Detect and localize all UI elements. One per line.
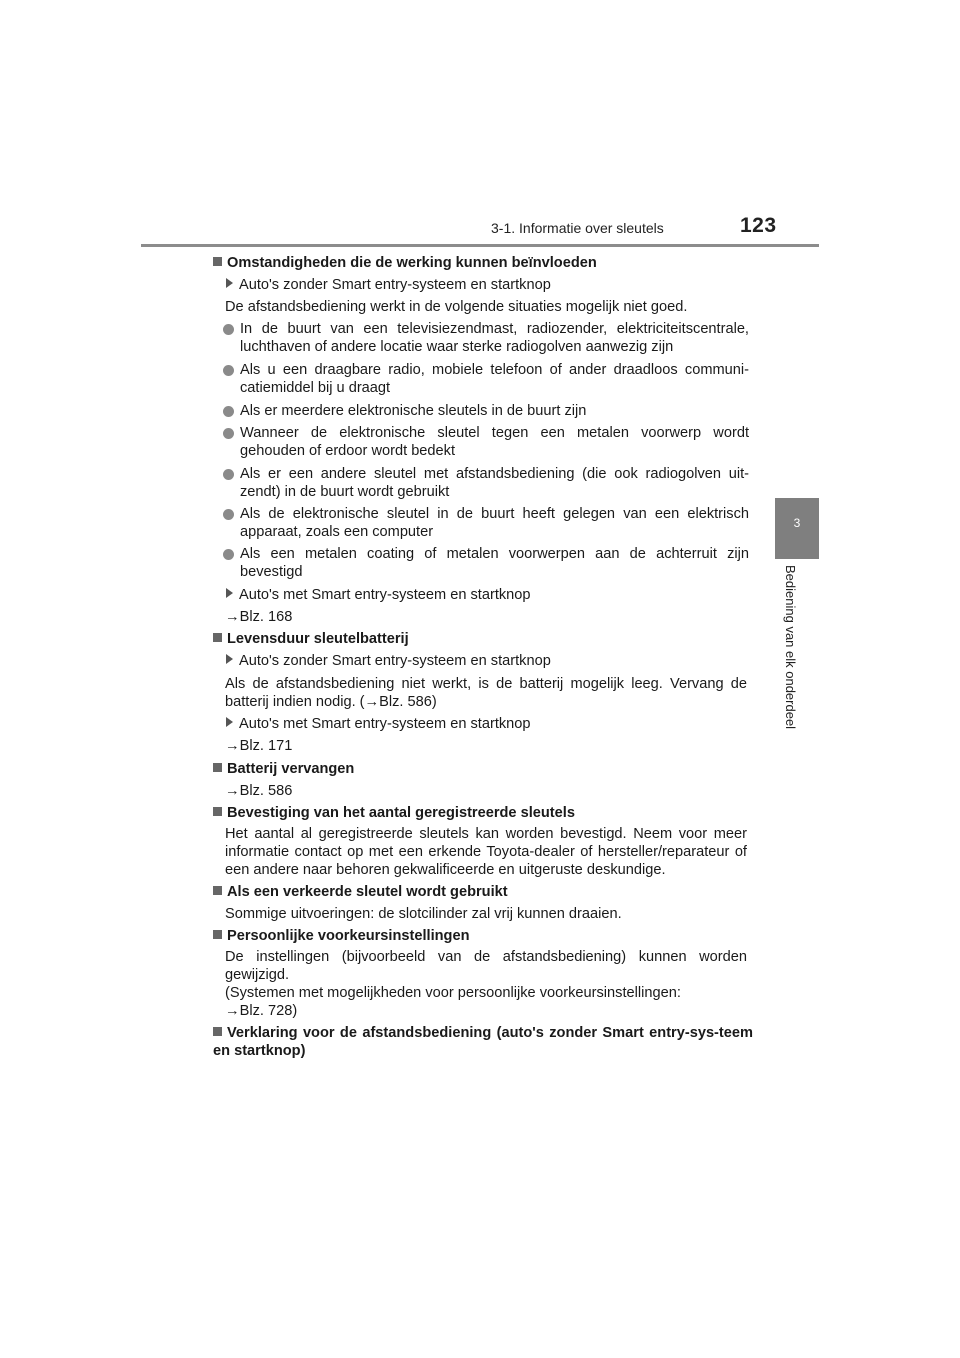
list-item: Als er een andere sleutel met afstandsbediening (die ook radiogolven uit-zendt) in de buurt wordt gebruikt: [240, 465, 749, 501]
page-reference: →Blz. 586: [225, 783, 293, 799]
list-item: Wanneer de elektronische sleutel tegen een metalen voorwerp wordt gehouden of erdoor wordt bedekt: [240, 424, 749, 460]
bullet-dot-icon: [223, 469, 234, 480]
bullet-dot-icon: [223, 549, 234, 560]
condition-line: Auto's met Smart entry-systeem en startknop: [225, 586, 747, 604]
list-item: Als er meerdere elektronische sleutels in de buurt zijn: [240, 402, 749, 420]
section-heading: Bevestiging van het aantal geregistreerde sleutels: [213, 804, 753, 822]
triangle-marker-icon: [226, 717, 233, 727]
bullet-dot-icon: [223, 365, 234, 376]
bullet-dot-icon: [223, 324, 234, 335]
arrow-right-icon: →: [225, 738, 240, 754]
square-bullet-icon: [213, 807, 222, 816]
square-bullet-icon: [213, 633, 222, 642]
paragraph: Sommige uitvoeringen: de slotcilinder zal vrij kunnen draaien.: [225, 906, 622, 922]
paragraph: (Systemen met mogelijkheden voor persoonlijke voorkeursinstellingen:: [225, 985, 681, 1001]
paragraph: De afstandsbediening werkt in de volgende situaties mogelijk niet goed.: [225, 299, 688, 315]
arrow-right-icon: →: [225, 609, 240, 625]
list-item: In de buurt van een televisiezendmast, radiozender, elektriciteitscentrale, luchthaven of andere locatie waar sterke radiogolven aanwezig zijn: [240, 320, 749, 356]
chapter-number: 3: [793, 516, 801, 530]
section-heading: Levensduur sleutelbatterij: [213, 630, 753, 648]
chapter-label: Bediening van elk onderdeel: [783, 565, 798, 730]
page-reference: →Blz. 171: [225, 738, 293, 754]
paragraph: De instellingen (bijvoorbeeld van de afstandsbediening) kunnen worden gewijzigd.: [225, 949, 747, 983]
square-bullet-icon: [213, 1027, 222, 1036]
page-number: 123: [740, 214, 777, 237]
section-heading: Persoonlijke voorkeursinstellingen: [213, 927, 753, 945]
arrow-right-icon: →: [364, 694, 380, 710]
list-item: Als de elektronische sleutel in de buurt heeft gelegen van een elektrisch apparaat, zoals een computer: [240, 505, 749, 541]
section-heading: Batterij vervangen: [213, 760, 753, 778]
section-title: 3-1. Informatie over sleutels: [491, 220, 664, 236]
square-bullet-icon: [213, 763, 222, 772]
page-reference: →Blz. 168: [225, 609, 293, 625]
square-bullet-icon: [213, 886, 222, 895]
condition-line: Auto's zonder Smart entry-systeem en startknop: [225, 276, 747, 294]
condition-line: Auto's met Smart entry-systeem en startknop: [225, 715, 747, 733]
section-heading: Verklaring voor de afstandsbediening (auto's zonder Smart entry-sys-teem en startknop): [213, 1025, 753, 1059]
list-item: Als een metalen coating of metalen voorwerpen aan de achterruit zijn bevestigd: [240, 545, 749, 581]
triangle-marker-icon: [226, 654, 233, 664]
triangle-marker-icon: [226, 278, 233, 288]
square-bullet-icon: [213, 930, 222, 939]
paragraph: Het aantal al geregistreerde sleutels kan worden bevestigd. Neem voor meer informatie contact op met een erkende Toyota-dealer of hersteller/reparateur of een andere naar behoren gekwalificeerde en uitgeruste deskundige.: [225, 826, 747, 878]
header-rule: [141, 244, 819, 247]
section-heading: Omstandigheden die de werking kunnen beïnvloeden: [213, 254, 753, 272]
arrow-right-icon: →: [225, 783, 240, 799]
paragraph: Als de afstandsbediening niet werkt, is de batterij mogelijk leeg. Vervang de batterij indien nodig. (→Blz. 586): [225, 676, 747, 710]
list-item: Als u een draagbare radio, mobiele telefoon of ander draadloos communi-catiemiddel bij u draagt: [240, 361, 749, 397]
page-reference: →Blz. 728): [225, 1003, 298, 1019]
bullet-dot-icon: [223, 428, 234, 439]
triangle-marker-icon: [226, 588, 233, 598]
bullet-dot-icon: [223, 509, 234, 520]
chapter-tab: [775, 498, 819, 559]
square-bullet-icon: [213, 257, 222, 266]
section-heading: Als een verkeerde sleutel wordt gebruikt: [213, 883, 753, 901]
arrow-right-icon: →: [225, 1003, 240, 1019]
condition-line: Auto's zonder Smart entry-systeem en startknop: [225, 652, 747, 670]
bullet-dot-icon: [223, 406, 234, 417]
